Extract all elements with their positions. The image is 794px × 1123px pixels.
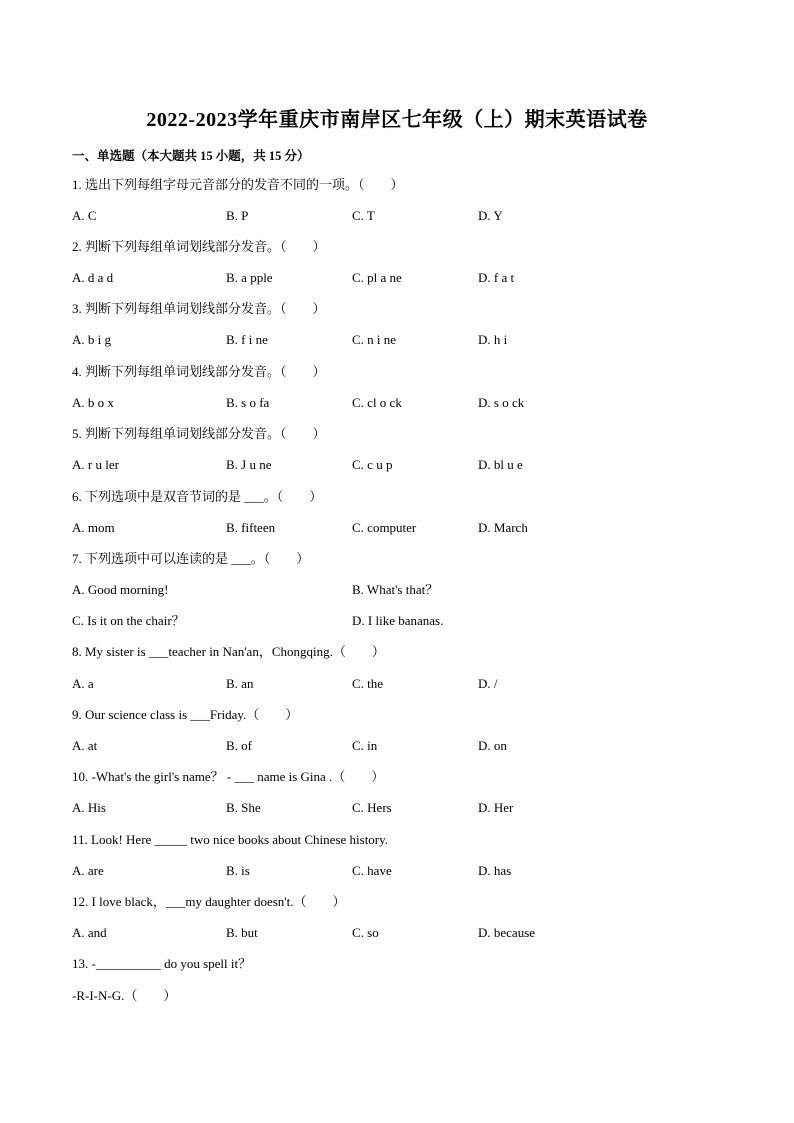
question-11-option-b: B. is [226,863,250,878]
question-2-stem: 2. 判断下列每组单词划线部分发音。（ ） [72,239,326,254]
question-7-option-c: C. Is it on the chair？ [72,613,185,628]
question-13-response: -R-I-N-G.（ ） [72,988,177,1003]
question-7-option-a: A. Good morning! [72,582,169,597]
question-8-option-c: C. the [352,676,384,691]
question-3-option-a: A. b i g [72,332,111,347]
question-1-option-a: A. C [72,208,97,223]
question-2-option-d: D. f a t [478,270,515,285]
question-2-option-b: B. a pple [226,270,273,285]
question-13-stem: 13. -__________ do you spell it？ [72,956,252,971]
question-11-option-c: C. have [352,863,392,878]
question-12-option-b: B. but [226,925,258,940]
question-4-option-d: D. s o ck [478,395,525,410]
question-6-stem: 6. 下列选项中是双音节词的是 ___。（ ） [72,489,323,504]
question-3-stem: 3. 判断下列每组单词划线部分发音。（ ） [72,301,326,316]
question-12-option-c: C. so [352,925,379,940]
question-5-option-d: D. bl u e [478,457,523,472]
question-7-option-d: D. I like bananas. [352,613,444,628]
question-12-option-a: A. and [72,925,107,940]
question-4-stem: 4. 判断下列每组单词划线部分发音。（ ） [72,364,326,379]
question-5-stem: 5. 判断下列每组单词划线部分发音。（ ） [72,426,326,441]
question-1-stem: 1. 选出下列每组字母元音部分的发音不同的一项。（ ） [72,177,404,192]
question-8-option-d: D. / [478,676,498,691]
question-7-option-b: B. What's that？ [352,582,439,597]
question-3-option-c: C. n i ne [352,332,397,347]
question-7-stem: 7. 下列选项中可以连读的是 ___。（ ） [72,551,310,566]
question-11-stem: 11. Look! Here _____ two nice books about Chinese history. [72,832,389,847]
question-6-option-c: C. computer [352,520,417,535]
question-10-option-b: B. She [226,800,261,815]
question-11-option-d: D. has [478,863,512,878]
question-8-option-b: B. an [226,676,254,691]
question-1-option-c: C. T [352,208,375,223]
question-2-option-c: C. pl a ne [352,270,402,285]
question-3-option-d: D. h i [478,332,508,347]
question-6-option-d: D. March [478,520,528,535]
question-9-option-b: B. of [226,738,252,753]
question-4-option-a: A. b o x [72,395,114,410]
section-heading: 一、单选题（本大题共 15 小题，共 15 分） [72,149,310,163]
question-9-stem: 9. Our science class is ___Friday.（ ） [72,707,299,722]
question-3-option-b: B. f i ne [226,332,268,347]
question-2-option-a: A. d a d [72,270,114,285]
question-1-option-d: D. Y [478,208,503,223]
question-10-option-d: D. Her [478,800,514,815]
question-9-option-a: A. at [72,738,98,753]
question-12-stem: 12. I love black，___my daughter doesn't.（ ） [72,894,346,909]
question-9-option-c: C. in [352,738,378,753]
question-4-option-c: C. cl o ck [352,395,402,410]
question-10-option-a: A. His [72,800,106,815]
question-10-option-c: C. Hers [352,800,392,815]
question-8-option-a: A. a [72,676,94,691]
question-1-option-b: B. P [226,208,249,223]
question-6-option-a: A. mom [72,520,115,535]
exam-title: 2022-2023学年重庆市南岸区七年级（上）期末英语试卷 [146,109,648,131]
question-5-option-c: C. c u p [352,457,393,472]
question-4-option-b: B. s o fa [226,395,270,410]
question-9-option-d: D. on [478,738,507,753]
question-11-option-a: A. are [72,863,104,878]
question-12-option-d: D. because [478,925,536,940]
question-5-option-a: A. r u ler [72,457,119,472]
question-5-option-b: B. J u ne [226,457,272,472]
question-10-stem: 10. -What's the girl's name？ - ___ name is Gina .（ ） [72,769,385,784]
question-8-stem: 8. My sister is ___teacher in Nan'an，Chongqing.（ ） [72,644,385,659]
question-6-option-b: B. fifteen [226,520,276,535]
